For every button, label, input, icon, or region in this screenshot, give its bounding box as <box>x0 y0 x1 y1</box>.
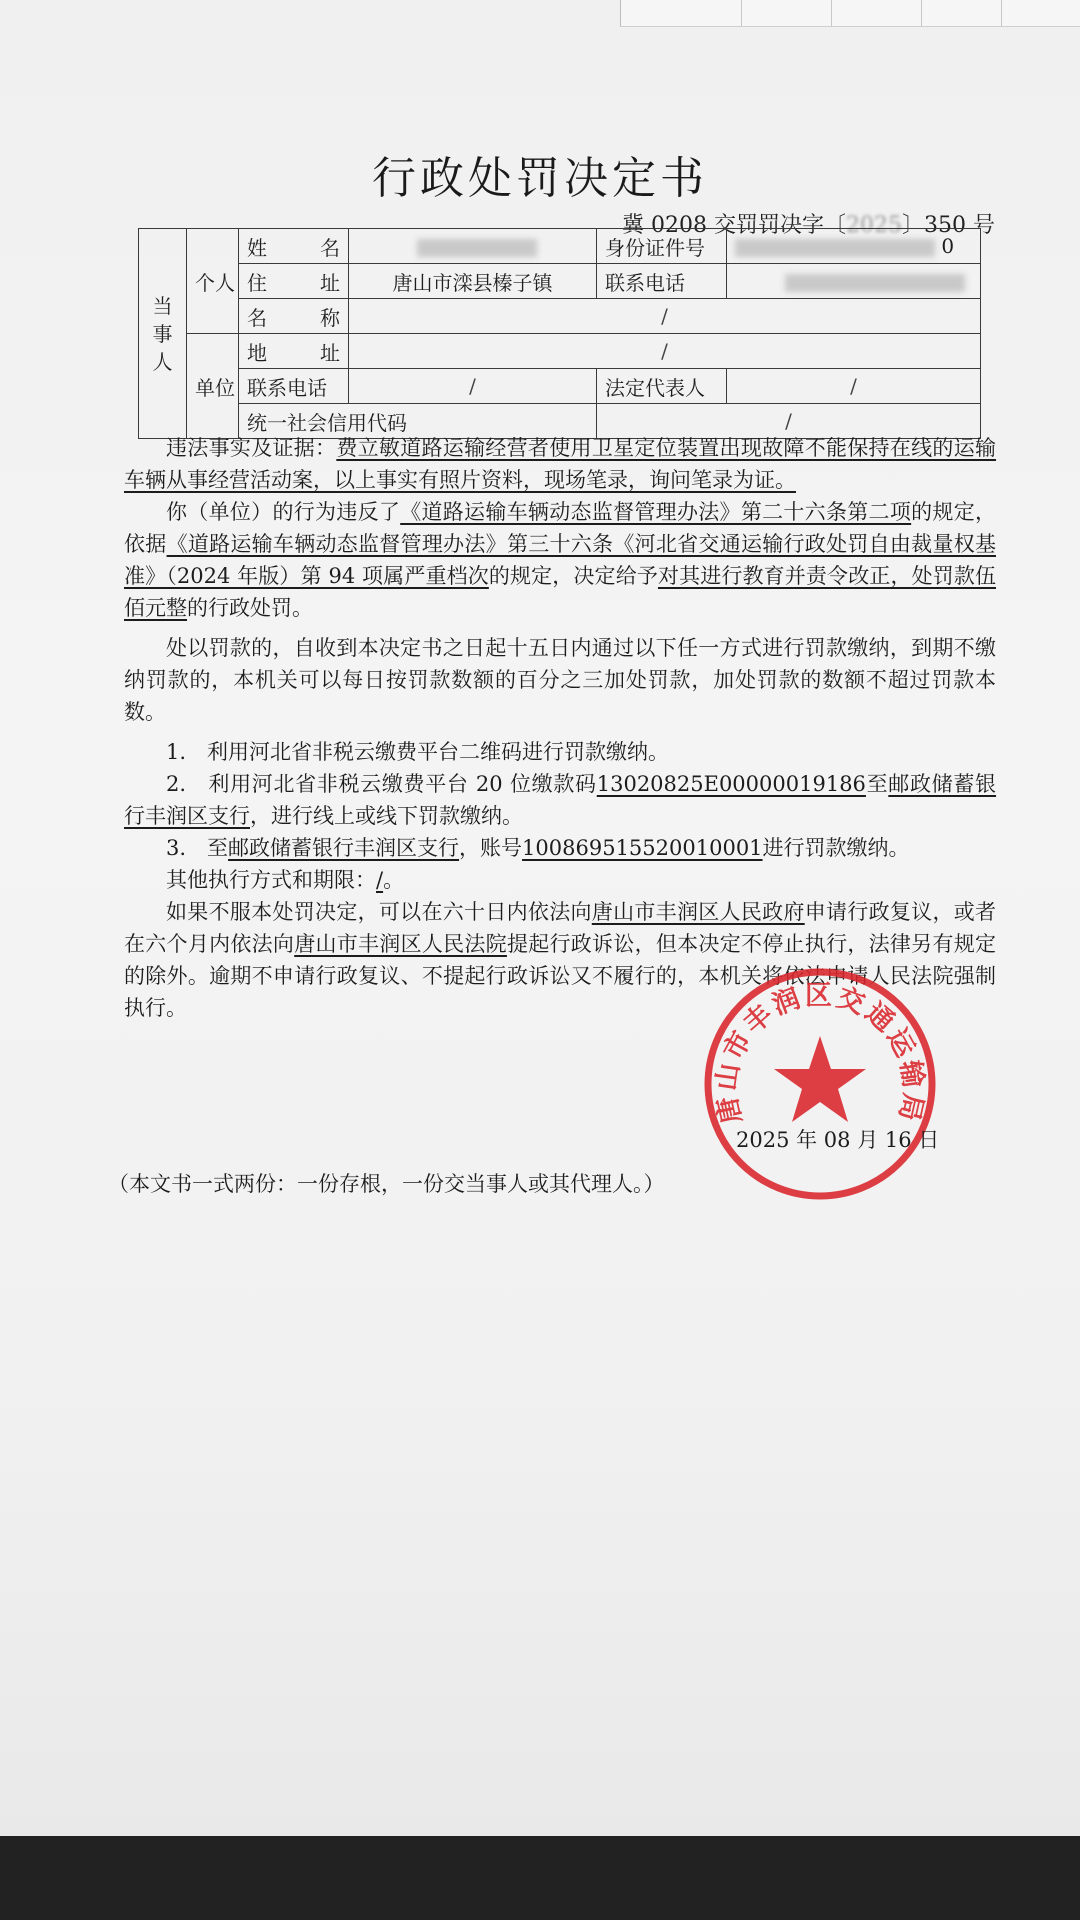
facts-paragraph: 违法事实及证据：费立敏道路运输经营者使用卫星定位装置出现故障不能保持在线的运输车辆从事经营活动案，以上事实有照片资料，现场笔录，询问笔录为证。 <box>124 436 997 492</box>
legal-rep-label: 法定代表人 <box>597 369 727 404</box>
address-label: 住 址 <box>239 264 349 299</box>
unit-address-value: / <box>349 334 981 369</box>
credit-code-label: 统一社会信用代码 <box>239 404 597 439</box>
unit-phone-label: 联系电话 <box>239 369 349 404</box>
document-body <box>124 432 996 1024</box>
unit-phone-value: / <box>349 369 597 404</box>
parties-table <box>138 228 981 439</box>
legal-rep-value: / <box>727 369 981 404</box>
appeal-paragraph: 如果不服本处罚决定，可以在六十日内依法向唐山市丰润区人民政府申请行政复议，或者在六个月内依法向唐山市丰润区人民法院提起行政诉讼，但本决定不停止执行，法律另有规定的除外。逾期不申请行政复议、不提起行政诉讼又不履行的，本机关将依法申请人民法院强制执行。 <box>124 900 997 1020</box>
id-value: 0 <box>727 229 981 264</box>
individual-label: 个人 <box>187 229 239 334</box>
seal-star-icon <box>774 1036 866 1122</box>
document-number: 冀 0208 交罚罚决字〔2025〕350 号 <box>622 213 995 238</box>
violation-paragraph: 你（单位）的行为违反了《道路运输车辆动态监督管理办法》第二十六条第二项的规定，依据《道路运输车辆动态监督管理办法》第三十六条《河北省交通运输行政处罚自由裁量权基准》（2024 年版）第 94 项属严重档次的规定，决定给予对其进行教育并责令改正，处罚款伍佰元整的行政处罚。 <box>124 500 997 620</box>
official-seal <box>700 964 940 1204</box>
seal-text: 唐山市丰润区交通运输局 <box>710 980 930 1127</box>
credit-code-value: / <box>597 404 981 439</box>
unit-name-label: 名 称 <box>239 299 349 334</box>
id-label: 身份证件号 <box>597 229 727 264</box>
unit-label: 单位 <box>187 334 239 439</box>
name-value <box>349 229 597 264</box>
background-edge <box>0 1836 1080 1920</box>
phone-label: 联系电话 <box>597 264 727 299</box>
unit-name-value: / <box>349 299 981 334</box>
address-value: 唐山市滦县榛子镇 <box>349 264 597 299</box>
payment-method-3: 3. 至邮政储蓄银行丰润区支行，账号100869515520010001进行罚款缴纳。 <box>166 836 910 860</box>
party-side-label: 当事人 <box>139 229 187 439</box>
other-method: 其他执行方式和期限：/。 <box>166 868 405 892</box>
phone-value <box>727 264 981 299</box>
unit-address-label: 地 址 <box>239 334 349 369</box>
issue-date: 2025 年 08 月 16 日 <box>736 1128 940 1152</box>
payment-intro: 处以罚款的，自收到本决定书之日起十五日内通过以下任一方式进行罚款缴纳，到期不缴纳罚款的，本机关可以每日按罚款数额的百分之三加处罚款，加处罚款的数额不超过罚款本数。 <box>124 636 996 724</box>
underlying-sheet <box>620 0 1080 27</box>
document-title: 行政处罚决定书 <box>372 153 708 204</box>
footnote: （本文书一式两份：一份存根，一份交当事人或其代理人。） <box>108 1172 665 1196</box>
payment-method-1: 1. 利用河北省非税云缴费平台二维码进行罚款缴纳。 <box>166 740 670 764</box>
name-label: 姓 名 <box>239 229 349 264</box>
payment-method-2: 2. 利用河北省非税云缴费平台 20 位缴款码13020825E00000019186至邮政储蓄银行丰润区支行，进行线上或线下罚款缴纳。 <box>124 772 997 828</box>
